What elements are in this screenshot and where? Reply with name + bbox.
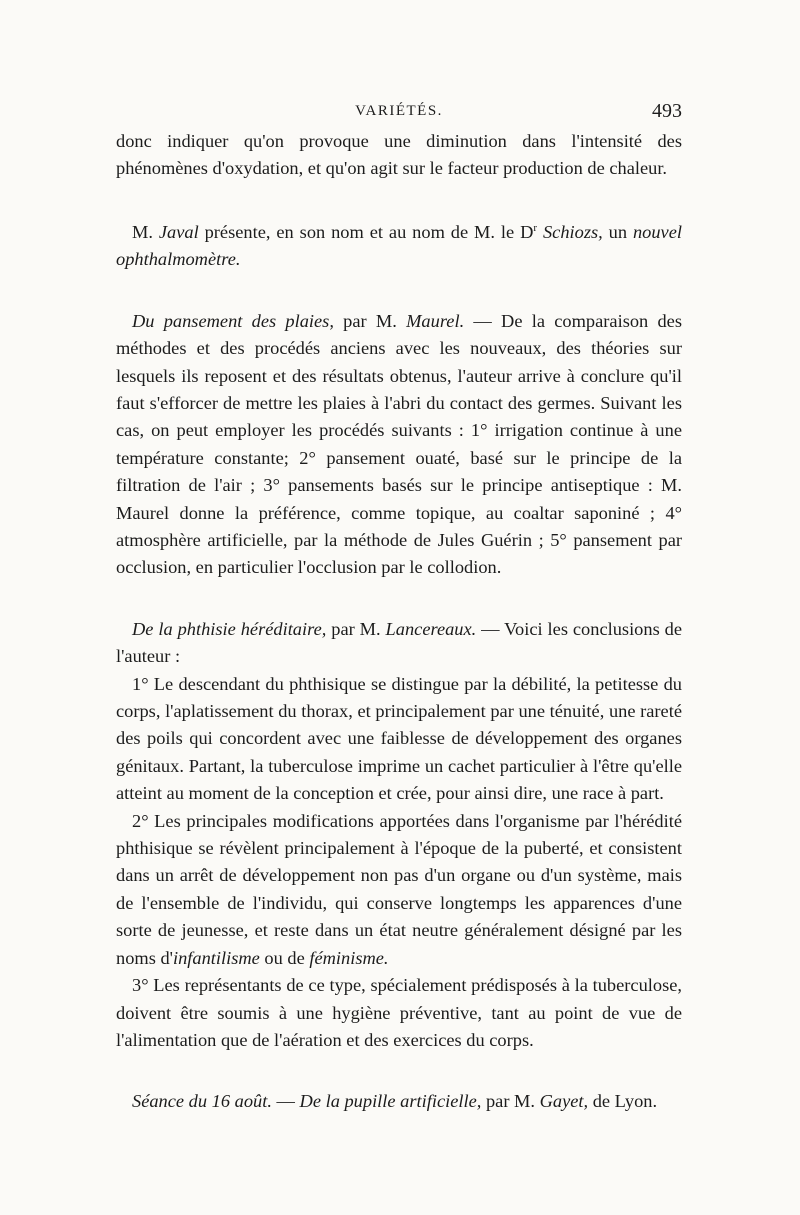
superscript: r xyxy=(533,221,538,234)
page-number: 493 xyxy=(652,100,682,122)
text-span: présente, en son nom et au nom de M. le D xyxy=(198,221,534,242)
text-span: — xyxy=(271,1091,300,1112)
text-span: de Lyon. xyxy=(588,1091,658,1112)
text-span: par M. xyxy=(481,1091,540,1112)
paragraph-seance xyxy=(116,1088,682,1115)
work-title: De la phthisie héréditaire, xyxy=(132,618,327,639)
conclusion-3: 3° Les représentants de ce type, spécialement prédisposés à la tuberculose, doivent être soumis à une hygiène préventive, tant au point de vue de l'alimentation que de l'aération et des exercices du corps. xyxy=(116,975,682,1050)
paragraph-oxydation: donc indiquer qu'on provoque une diminution dans l'intensité des phénomènes d'oxydation, et qu'on agit sur le facteur production de chaleur. xyxy=(116,131,682,179)
author-name: Javal xyxy=(158,221,199,242)
text-span: par M. xyxy=(333,310,407,331)
page-header xyxy=(116,100,682,126)
paragraph-pansement xyxy=(116,308,682,582)
text-span: un xyxy=(602,221,633,242)
author-name: Lancereaux. xyxy=(385,618,477,639)
italic-term: infantilisme xyxy=(172,947,260,968)
text-span: par M. xyxy=(326,618,386,639)
text-span: M. xyxy=(132,221,159,242)
work-title: De la pupille artificielle, xyxy=(299,1091,482,1112)
work-title: nouvel ophthalmomètre. xyxy=(116,221,682,270)
author-name: Maurel. xyxy=(406,310,465,331)
italic-term: féminisme. xyxy=(309,947,389,968)
text-span: 2° Les principales modifications apportées dans l'organisme par l'hérédité phthisique se révèlent principalement à l'époque de la puberté, et consistent dans un arrêt de développement non pas d'un organe ou d'un système, mais de l'ensemble de l'individu, qui conserve longtemps les apparences d'une sorte de jeunesse, et reste dans un état neutre généralement désigné par les noms d' xyxy=(116,810,682,968)
author-name: Gayet, xyxy=(539,1091,589,1112)
author-name: Schiozs, xyxy=(542,221,603,242)
conclusion-1: 1° Le descendant du phthisique se distingue par la débilité, la petitesse du corps, l'aplatissement du thorax, et principalement par une ténuité, une rareté des poils qui concordent avec une faiblesse de développement des organes génitaux. Partant, la tuberculose imprime un cachet particulier à l'être qu'elle atteint au moment de la conception et crée, pour ainsi dire, une race à part. xyxy=(116,673,682,804)
text-span: ou de xyxy=(259,947,310,968)
session-date: Séance du 16 août. xyxy=(132,1091,272,1112)
text-span: — Voici les conclusions de l'auteur : xyxy=(116,618,682,667)
text-span: — De la comparaison des méthodes et des procédés anciens avec les nouveaux, des théories sur lesquels ils reposent et des résultats obtenus, l'auteur arrive à conclure qu'il faut s'efforcer de mettre les plaies à l'abri du contact des germes. Suivant les cas, on peut employer les procédés suivants : 1° irrigation continue à une température constante; 2° pansement ouaté, basé sur le principe de la filtration de l'air ; 3° pansements basés sur le principe antiseptique : M. Maurel donne la préférence, comme topique, au coaltar saponiné ; 4° atmosphère artificielle, par la méthode de Jules Guérin ; 5° pansement par occlusion, en particulier l'occlusion par le collodion. xyxy=(116,310,682,578)
body-text xyxy=(116,128,682,1116)
conclusion-2 xyxy=(116,808,682,972)
paragraph-javal xyxy=(116,215,682,274)
work-title: Du pansement des plaies, xyxy=(132,310,334,331)
running-head: VARIÉTÉS. xyxy=(355,103,443,119)
paragraph-phthisie xyxy=(116,616,682,671)
